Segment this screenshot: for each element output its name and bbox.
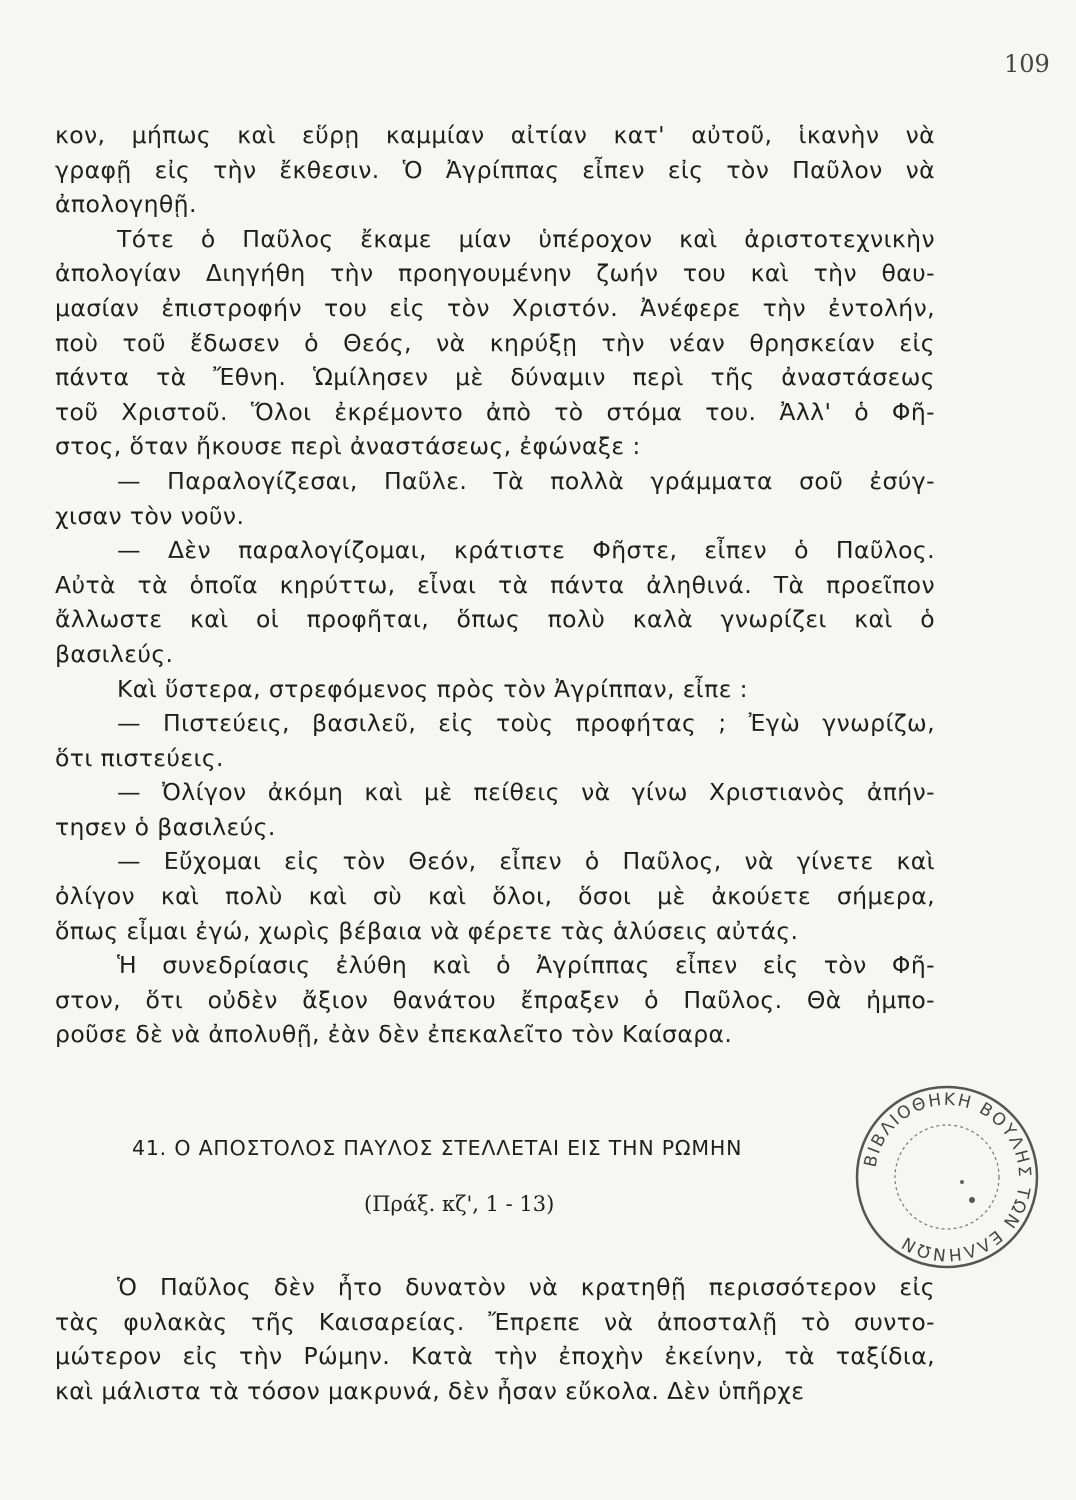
paragraph: [55, 533, 935, 671]
text-line: Αὐτὰ τὰ ὁποῖα κηρύττω, εἶναι τὰ πάντα ἀληθινά. Τὰ προεῖπον: [55, 570, 935, 599]
body-text-top: [55, 118, 935, 1052]
text-line: μασίαν ἐπιστροφήν του εἰς τὸν Χριστόν. Ἀνέφερε τὴν ἐντολήν,: [55, 293, 935, 322]
text-line: ὅτι πιστεύεις.: [55, 743, 224, 772]
text-line: μώτερον εἰς τὴν Ρώμην. Κατὰ τὴν ἐποχὴν ἐκείνην, τὰ ταξίδια,: [55, 1342, 935, 1371]
paragraph: [55, 464, 935, 533]
text-line: — Εὔχομαι εἰς τὸν Θεόν, εἶπεν ὁ Παῦλος, νὰ γίνετε καὶ: [117, 847, 935, 876]
paragraph: [55, 775, 935, 844]
library-stamp: [852, 1082, 1042, 1272]
text-line: Τότε ὁ Παῦλος ἔκαμε μίαν ὑπέροχον καὶ ἀριστοτεχνικὴν: [117, 224, 935, 253]
text-line: ποὺ τοῦ ἔδωσεν ὁ Θεός, νὰ κηρύξῃ τὴν νέαν θρησκείαν εἰς: [55, 328, 935, 357]
text-line: ἀπολογίαν Διηγήθη τὴν προηγουμένην ζωήν του καὶ τὴν θαυ-: [55, 259, 935, 288]
text-line: ἀπολογηθῇ.: [55, 190, 197, 219]
section-reference: (Πράξ. κζ', 1 - 13): [364, 1192, 555, 1216]
text-line: στος, ὅταν ἤκουσε περὶ ἀναστάσεως, ἐφώναξε :: [55, 432, 641, 461]
paragraph: [55, 1270, 935, 1408]
text-line: τοῦ Χριστοῦ. Ὅλοι ἐκρέμοντο ἀπὸ τὸ στόμα του. Ἀλλ' ὁ Φῆ-: [55, 397, 935, 426]
text-line: Ἡ συνεδρίασις ἐλύθη καὶ ὁ Ἀγρίππας εἶπεν εἰς τὸν Φῆ-: [117, 951, 935, 980]
text-line: τησεν ὁ βασιλεύς.: [55, 812, 276, 841]
text-line: ὀλίγον καὶ πολὺ καὶ σὺ καὶ ὅλοι, ὅσοι μὲ ἀκούετε σήμερα,: [55, 882, 935, 911]
text-line: στον, ὅτι οὐδὲν ἄξιον θανάτου ἔπραξεν ὁ Παῦλος. Θὰ ἠμπο-: [55, 985, 935, 1014]
text-line: — Δὲν παραλογίζομαι, κράτιστε Φῆστε, εἶπεν ὁ Παῦλος.: [117, 536, 935, 565]
paragraph: [55, 948, 935, 1052]
text-line: — Ὀλίγον ἀκόμη καὶ μὲ πείθεις νὰ γίνω Χριστιανὸς ἀπήν-: [117, 778, 935, 807]
page-number: 109: [1004, 50, 1050, 78]
text-line: ἄλλωστε καὶ οἱ προφῆται, ὅπως πολὺ καλὰ γνωρίζει καὶ ὁ: [55, 605, 935, 634]
section-heading: 41. Ο ΑΠΟΣΤΟΛΟΣ ΠΑΥΛΟΣ ΣΤΕΛΛΕΤΑΙ ΕΙΣ ΤΗΝ ΡΩΜΗΝ: [132, 1136, 743, 1160]
text-line: — Πιστεύεις, βασιλεῦ, εἰς τοὺς προφήτας ; Ἐγὼ γνωρίζω,: [117, 709, 935, 738]
text-line: τὰς φυλακὰς τῆς Καισαρείας. Ἔπρεπε νὰ ἀποσταλῇ τὸ συντο-: [55, 1307, 935, 1336]
text-line: καὶ μάλιστα τὰ τόσον μακρυνά, δὲν ἦσαν εὔκολα. Δὲν ὑπῆρχε: [55, 1376, 805, 1405]
text-line: γραφῇ εἰς τὴν ἔκθεσιν. Ὁ Ἀγρίππας εἶπεν εἰς τὸν Παῦλον νὰ: [55, 155, 935, 184]
text-line: βασιλεύς.: [55, 639, 174, 668]
stamp-text: ΒΙΒΛΙΟΘΗΚΗ ΒΟΥΛΗΣ ΤΩΝ ΕΛΛΗΝΩΝ: [860, 1089, 1035, 1265]
text-line: — Παραλογίζεσαι, Παῦλε. Τὰ πολλὰ γράμματα σοῦ ἐσύγ-: [117, 466, 935, 495]
svg-text:ΒΙΒΛΙΟΘΗΚΗ ΒΟΥΛΗΣ ΤΩΝ ΕΛΛΗΝΩΝ: [861, 1090, 1035, 1265]
body-text-bottom: [55, 1270, 935, 1408]
paragraph: [55, 118, 935, 222]
paragraph: [55, 672, 935, 707]
text-line: Καὶ ὕστερα, στρεφόμενος πρὸς τὸν Ἀγρίππαν, εἶπε :: [117, 674, 749, 703]
text-line: κον, μήπως καὶ εὕρῃ καμμίαν αἰτίαν κατ' αὐτοῦ, ἱκανὴν νὰ: [55, 121, 935, 149]
text-line: χισαν τὸν νοῦν.: [55, 501, 245, 530]
paragraph: [55, 222, 935, 464]
text-line: Ὁ Παῦλος δὲν ἦτο δυνατὸν νὰ κρατηθῇ περισσότερον εἰς: [117, 1273, 935, 1301]
text-line: ὅπως εἶμαι ἐγώ, χωρὶς βέβαια νὰ φέρετε τὰς ἁλύσεις αὐτάς.: [55, 916, 799, 945]
library-stamp-seal: [852, 1082, 1042, 1272]
text-line: ροῦσε δὲ νὰ ἀπολυθῇ, ἐὰν δὲν ἐπεκαλεῖτο τὸν Καίσαρα.: [55, 1020, 733, 1049]
paragraph: [55, 844, 935, 948]
text-line: πάντα τὰ Ἔθνη. Ὡμίλησεν μὲ δύναμιν περὶ τῆς ἀναστάσεως: [55, 363, 935, 392]
paragraph: [55, 706, 935, 775]
